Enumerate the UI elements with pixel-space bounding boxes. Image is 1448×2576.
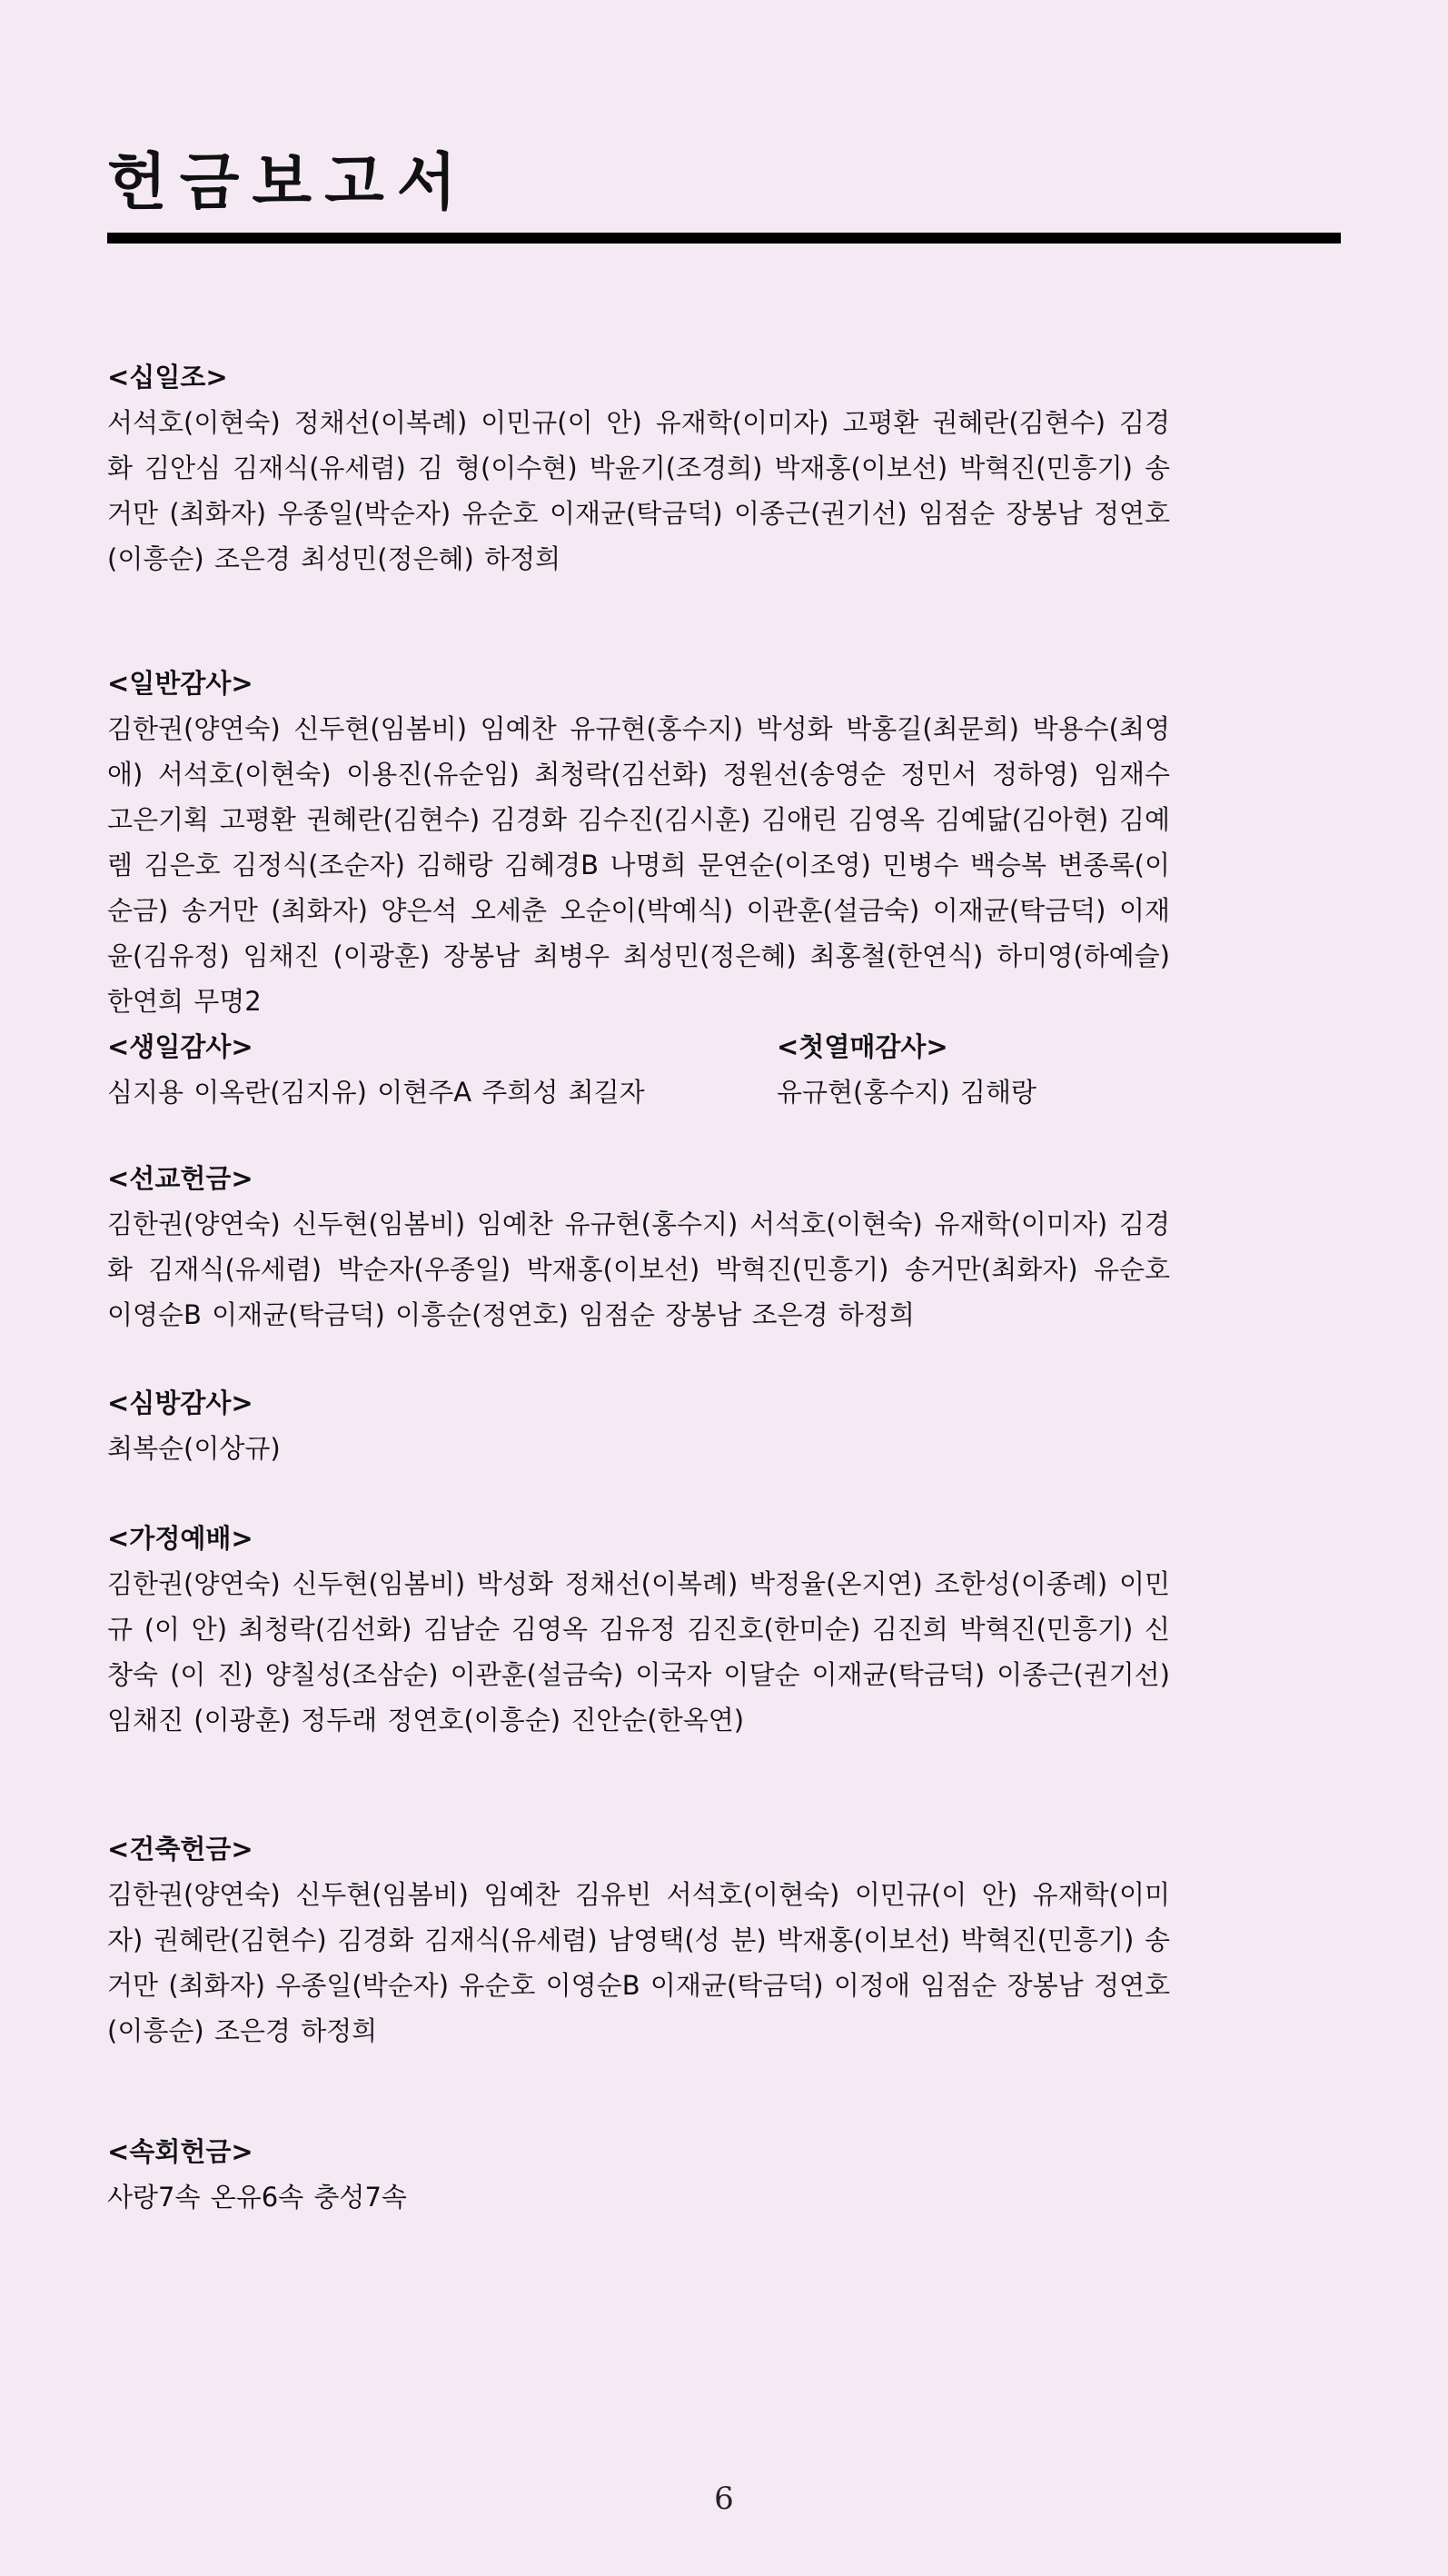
section-body: 심지용 이옥란(김지유) 이현주A 주희성 최길자 — [107, 1077, 645, 1108]
section-tithe — [107, 354, 1170, 582]
title-divider — [107, 233, 1341, 244]
section-heading: <첫열매감사> — [777, 1031, 948, 1062]
section-first-fruits-thanks — [777, 1024, 1285, 1115]
section-heading: <심방감사> — [107, 1387, 253, 1418]
section-body: 김한권(양연숙) 신두현(임봄비) 임예찬 유규현(홍수지) 서석호(이현숙) 유재학(이미자) 김경화 김재식(유세렴) 박순자(우종일) 박재홍(이보선) 박혁진(민흥기) 송거만(최화자) 유순호 이영순B 이재균(탁금덕) 이흥순(정연호) 임점순 장봉남 조은경 하정희 — [107, 1208, 1170, 1330]
section-body: 서석호(이현숙) 정채선(이복례) 이민규(이 안) 유재학(이미자) 고평환 권혜란(김현수) 김경화 김안심 김재식(유세렴) 김 형(이수현) 박윤기(조경희) 박재홍(이보선) 박혁진(민흥기) 송거만 (최화자) 우종일(박순자) 유순호 이재균(탁금덕) 이종근(권기선) 임점순 장봉남 정연호(이흥순) 조은경 최성민(정은혜) 하정희 — [107, 407, 1170, 574]
section-body: 김한권(양연숙) 신두현(임봄비) 박성화 정채선(이복례) 박정율(온지연) 조한성(이종례) 이민규 (이 안) 최청락(김선화) 김남순 김영옥 김유정 김진호(한미순) 김진희 박혁진(민흥기) 신창숙 (이 진) 양칠성(조삼순) 이관훈(설금숙) 이국자 이달순 이재균(탁금덕) 이종근(권기선) 임채진 (이광훈) 정두래 정연호(이흥순) 진안순(한옥연) — [107, 1568, 1170, 1736]
section-heading: <선교헌금> — [107, 1163, 253, 1194]
section-body: 유규현(홍수지) 김해랑 — [777, 1077, 1036, 1108]
section-heading: <생일감사> — [107, 1031, 253, 1062]
section-building-offering — [107, 1826, 1170, 2054]
section-heading: <속회헌금> — [107, 2136, 253, 2167]
section-visitation-thanks — [107, 1380, 1170, 1471]
page-number: 6 — [714, 2481, 734, 2517]
section-body: 김한권(양연숙) 신두현(임봄비) 임예찬 유규현(홍수지) 박성화 박홍길(최문희) 박용수(최영애) 서석호(이현숙) 이용진(유순임) 최청락(김선화) 정원선(송영순 정민서 정하영) 임재수 고은기획 고평환 권혜란(김현수) 김경화 김수진(김시훈) 김애린 김영옥 김예닮(김아현) 김예렘 김은호 김정식(조순자) 김해랑 김혜경B 나명희 문연순(이조영) 민병수 백승복 변종록(이순금) 송거만 (최화자) 양은석 오세춘 오순이(박예식) 이관훈(설금숙) 이재균(탁금덕) 이재윤(김유정) 임채진 (이광훈) 장봉남 최병우 최성민(정은혜) 최홍철(한연식) 하미영(하예슬) 한연희 무명2 — [107, 713, 1170, 1017]
section-district-offering — [107, 2129, 1170, 2220]
section-heading: <일반감사> — [107, 668, 253, 699]
section-home-worship — [107, 1516, 1170, 1743]
section-body: 사랑7속 온유6속 충성7속 — [107, 2182, 407, 2213]
section-heading: <건축헌금> — [107, 1834, 253, 1865]
section-heading: <십일조> — [107, 362, 228, 393]
section-heading: <가정예배> — [107, 1523, 253, 1554]
section-general-thanks — [107, 661, 1170, 1024]
section-body: 김한권(양연숙) 신두현(임봄비) 임예찬 김유빈 서석호(이현숙) 이민규(이 안) 유재학(이미자) 권혜란(김현수) 김경화 김재식(유세렴) 남영택(성 분) 박재홍(이보선) 박혁진(민흥기) 송거만 (최화자) 우종일(박순자) 유순호 이영순B 이재균(탁금덕) 이정애 임점순 장봉남 정연호(이흥순) 조은경 하정희 — [107, 1879, 1170, 2046]
page-title: 헌금보고서 — [107, 147, 470, 219]
section-mission-offering — [107, 1156, 1170, 1338]
section-body: 최복순(이상규) — [107, 1433, 281, 1464]
section-birthday-thanks — [107, 1024, 689, 1115]
